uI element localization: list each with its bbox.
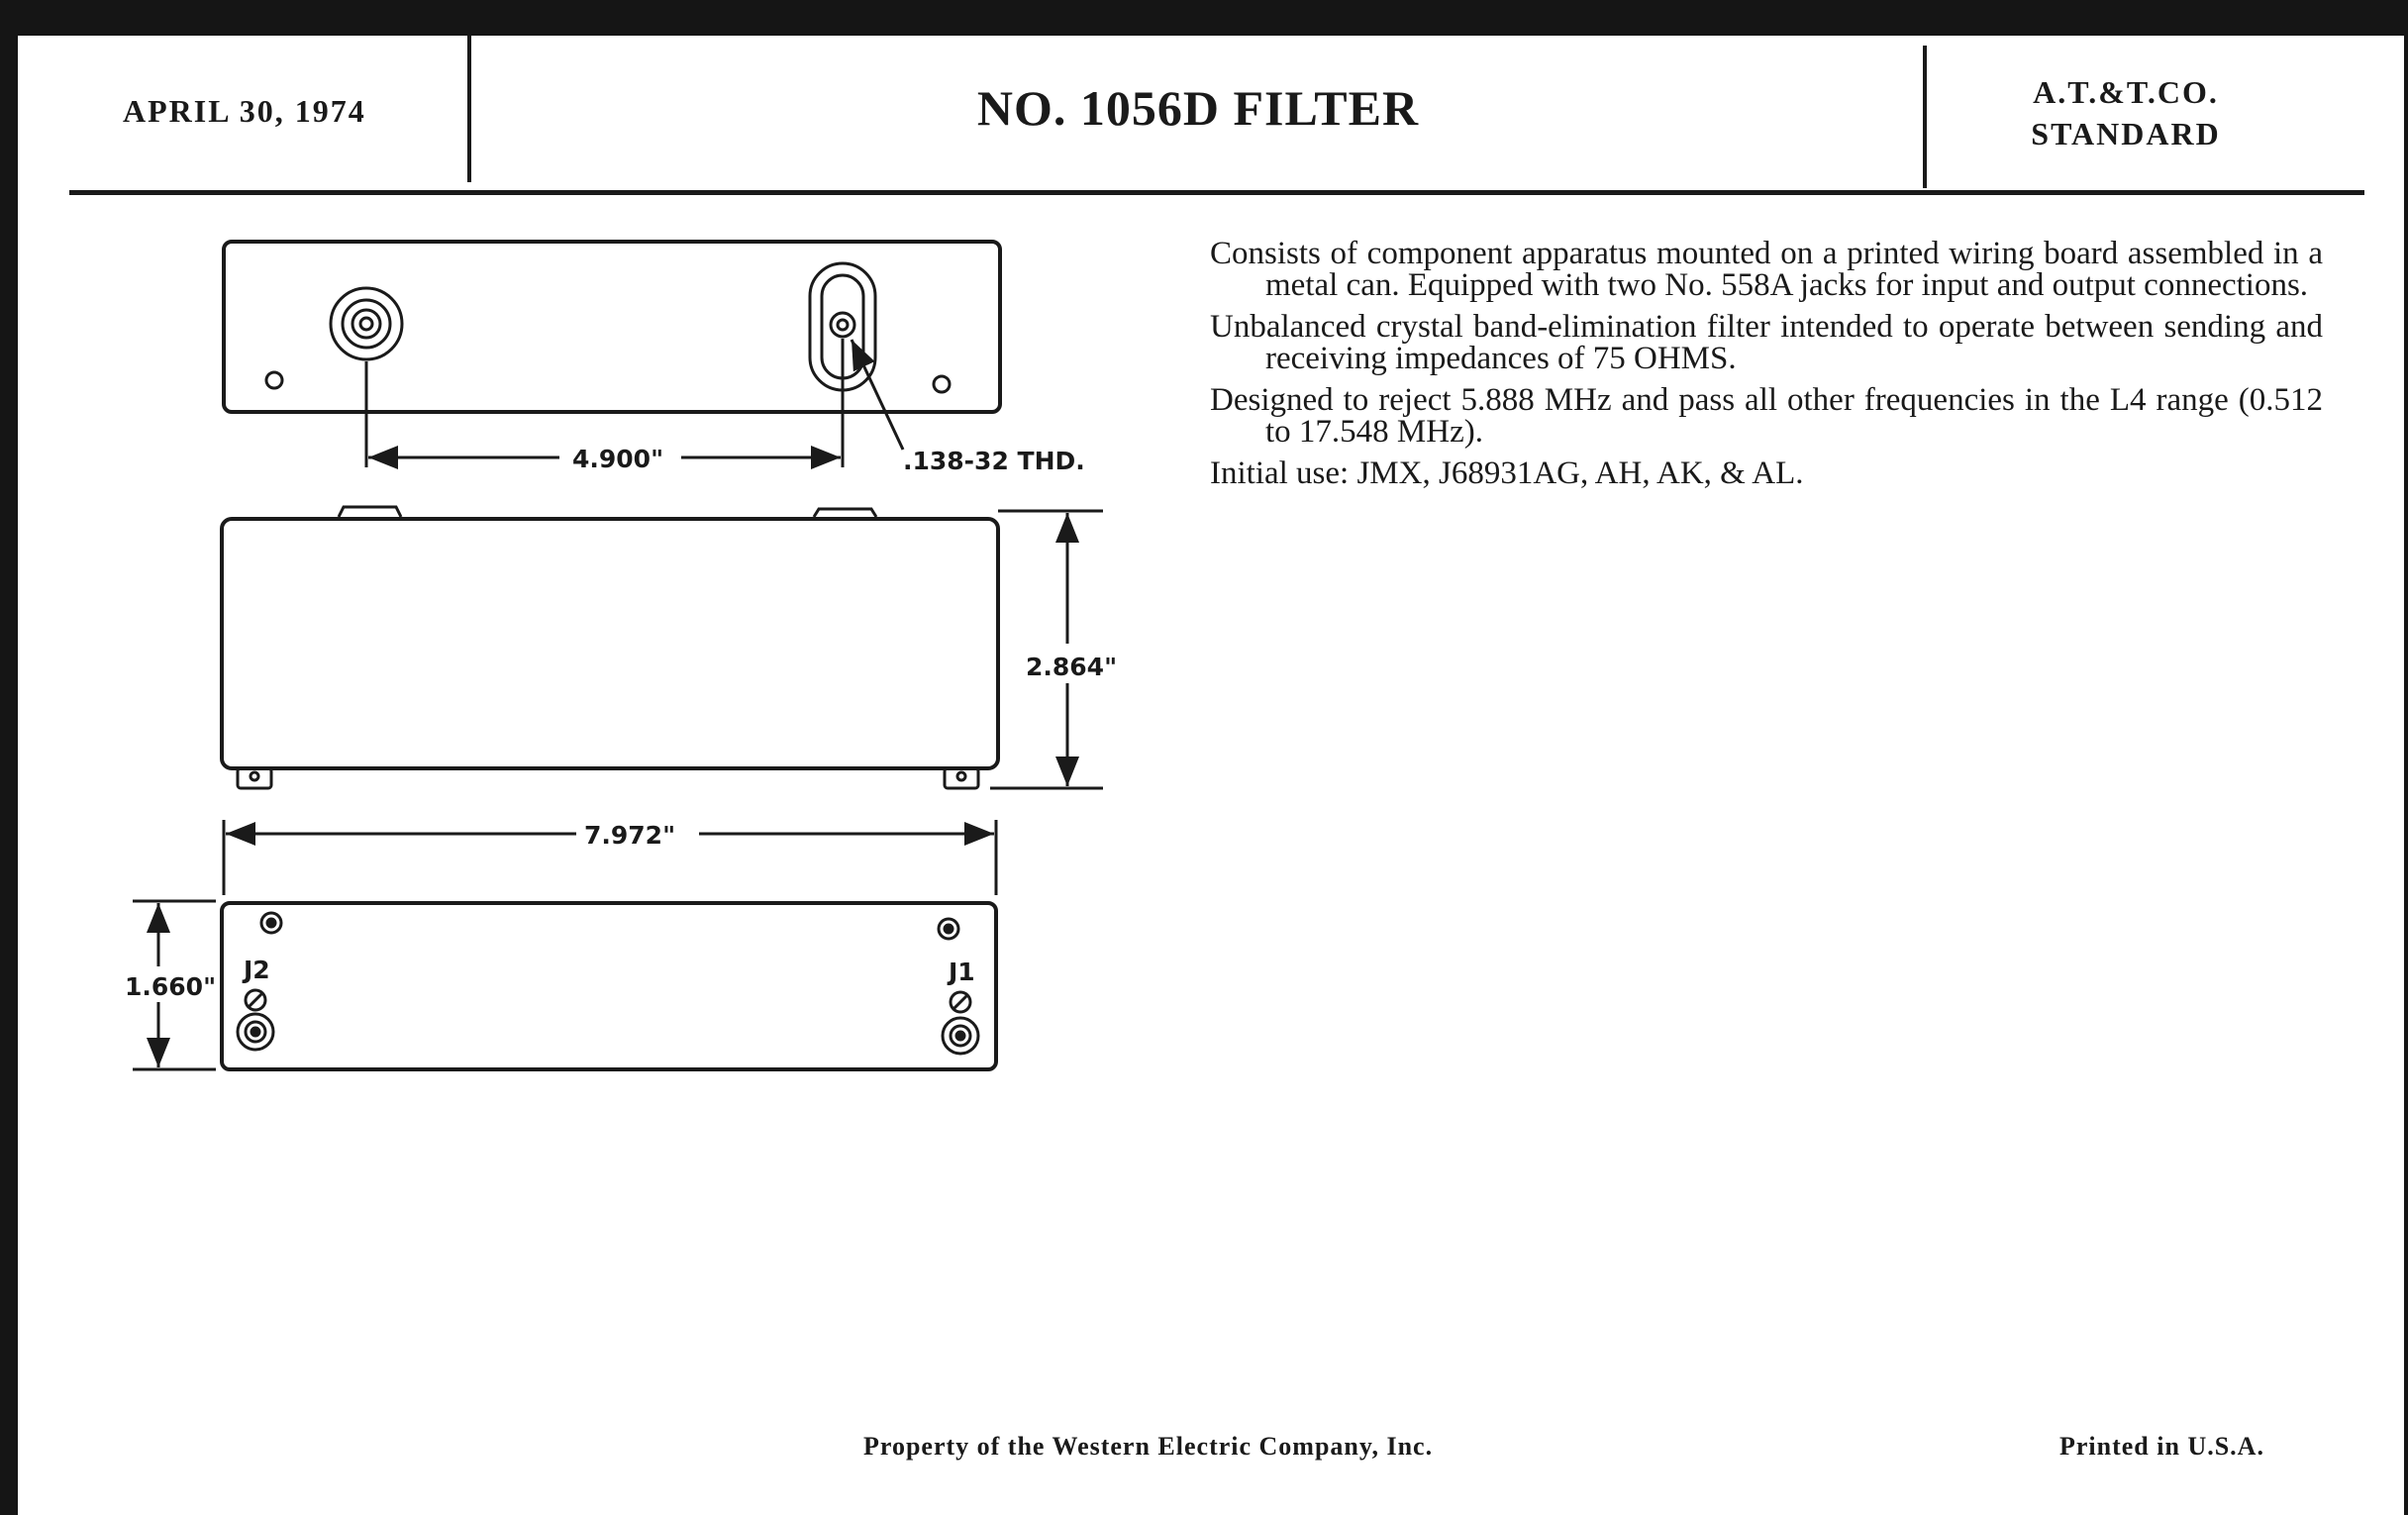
dim-height: 2.864" [1026, 653, 1118, 681]
description-paragraph-4: Initial use: JMX, J68931AG, AH, AK, & AL. [1210, 455, 1804, 491]
dim-thread: .138-32 THD. [903, 447, 1085, 475]
side-view [222, 507, 1117, 788]
end-view [224, 242, 1085, 475]
footer-property: Property of the Western Electric Company, Inc. [863, 1432, 1434, 1461]
dim-length: 7.972" [584, 821, 676, 850]
mount-hole-icon [934, 376, 950, 392]
bottom-view [125, 901, 996, 1069]
jack-j2-label: J2 [244, 956, 270, 984]
standard-org: A.T.&T.CO. [2033, 74, 2219, 110]
input-jack-icon [331, 288, 402, 359]
jack-j2-icon [238, 990, 273, 1050]
mount-hole-icon [266, 372, 282, 388]
jack-j1-icon [943, 992, 978, 1054]
description-paragraph-3: Designed to reject 5.888 MHz and pass all other frequencies in the L4 range (0.512 to 17.548 MHz). [1210, 382, 2323, 450]
jack-j1-label: J1 [949, 958, 975, 986]
standard-label: STANDARD [2031, 116, 2221, 152]
dim-jack-spacing: 4.900" [572, 445, 664, 473]
dim-depth: 1.660" [125, 972, 217, 1001]
description-paragraph-2: Unbalanced crystal band-elimination filter intended to operate between sending and receiving impedances of 75 OHMS. [1210, 309, 2323, 376]
issue-date: APRIL 30, 1974 [123, 93, 366, 129]
description-paragraph-1: Consists of component apparatus mounted on a printed wiring board assembled in a metal can. Equipped with two No. 558A jacks for input and output connections. [1210, 236, 2323, 303]
footer-printed: Printed in U.S.A. [2059, 1432, 2264, 1461]
page-title: NO. 1056D FILTER [976, 80, 1420, 136]
